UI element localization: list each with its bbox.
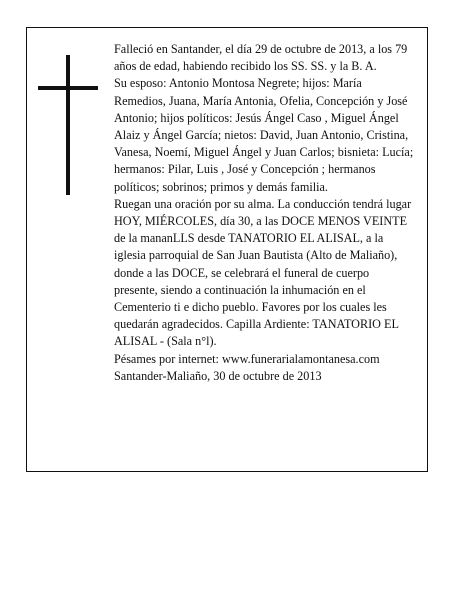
cross-horizontal-bar (38, 86, 98, 90)
place-and-date: Santander-Maliaño, 30 de octubre de 2013 (114, 368, 322, 383)
latin-cross-icon (38, 55, 98, 195)
cross-vertical-bar (66, 55, 70, 195)
condolences-website: Pésames por internet: www.funerarialamontanesa.com (114, 351, 380, 366)
family-list: Su esposo: Antonio Montosa Negrete; hijos: María Remedios, Juana, María Antonia, Ofelia, Concepción y José Antonio; hijos políticos: Jesús Ángel Caso , Miguel Ángel Alaiz y Ángel García; nietos: David, Juan Antonio, Cristina, Vanesa, Noemí, Miguel Ángel y Juan Carlos; bisnieta: Lucía; hermanos: Pilar, Luis , José y Concepción ; hermanos políticos; sobrinos; primos y demás familia. (114, 76, 414, 194)
death-announcement: Falleció en Santander, el día 29 de octubre de 2013, a los 79 años de edad, habiendo recibido los SS. SS. y la B. A. (114, 42, 408, 74)
funeral-details: Ruegan una oración por su alma. La conducción tendrá lugar HOY, MIÉRCOLES, día 30, a las DOCE MENOS VEINTE de la mananLLS desde TANATORIO EL ALISAL, a la iglesia parroquial de San Juan Bautista (Alto de Maliaño), donde a las DOCE, se celebrará el funeral de cuerpo presente, siendo a continuación la inhumación en el Cementerio ti e dicho pueblo. Favores por los cuales les quedarán agradecidos. Capilla Ardiente: TANATORIO EL ALISAL - (Sala n°l). (114, 196, 412, 349)
obituary-text (114, 41, 414, 385)
